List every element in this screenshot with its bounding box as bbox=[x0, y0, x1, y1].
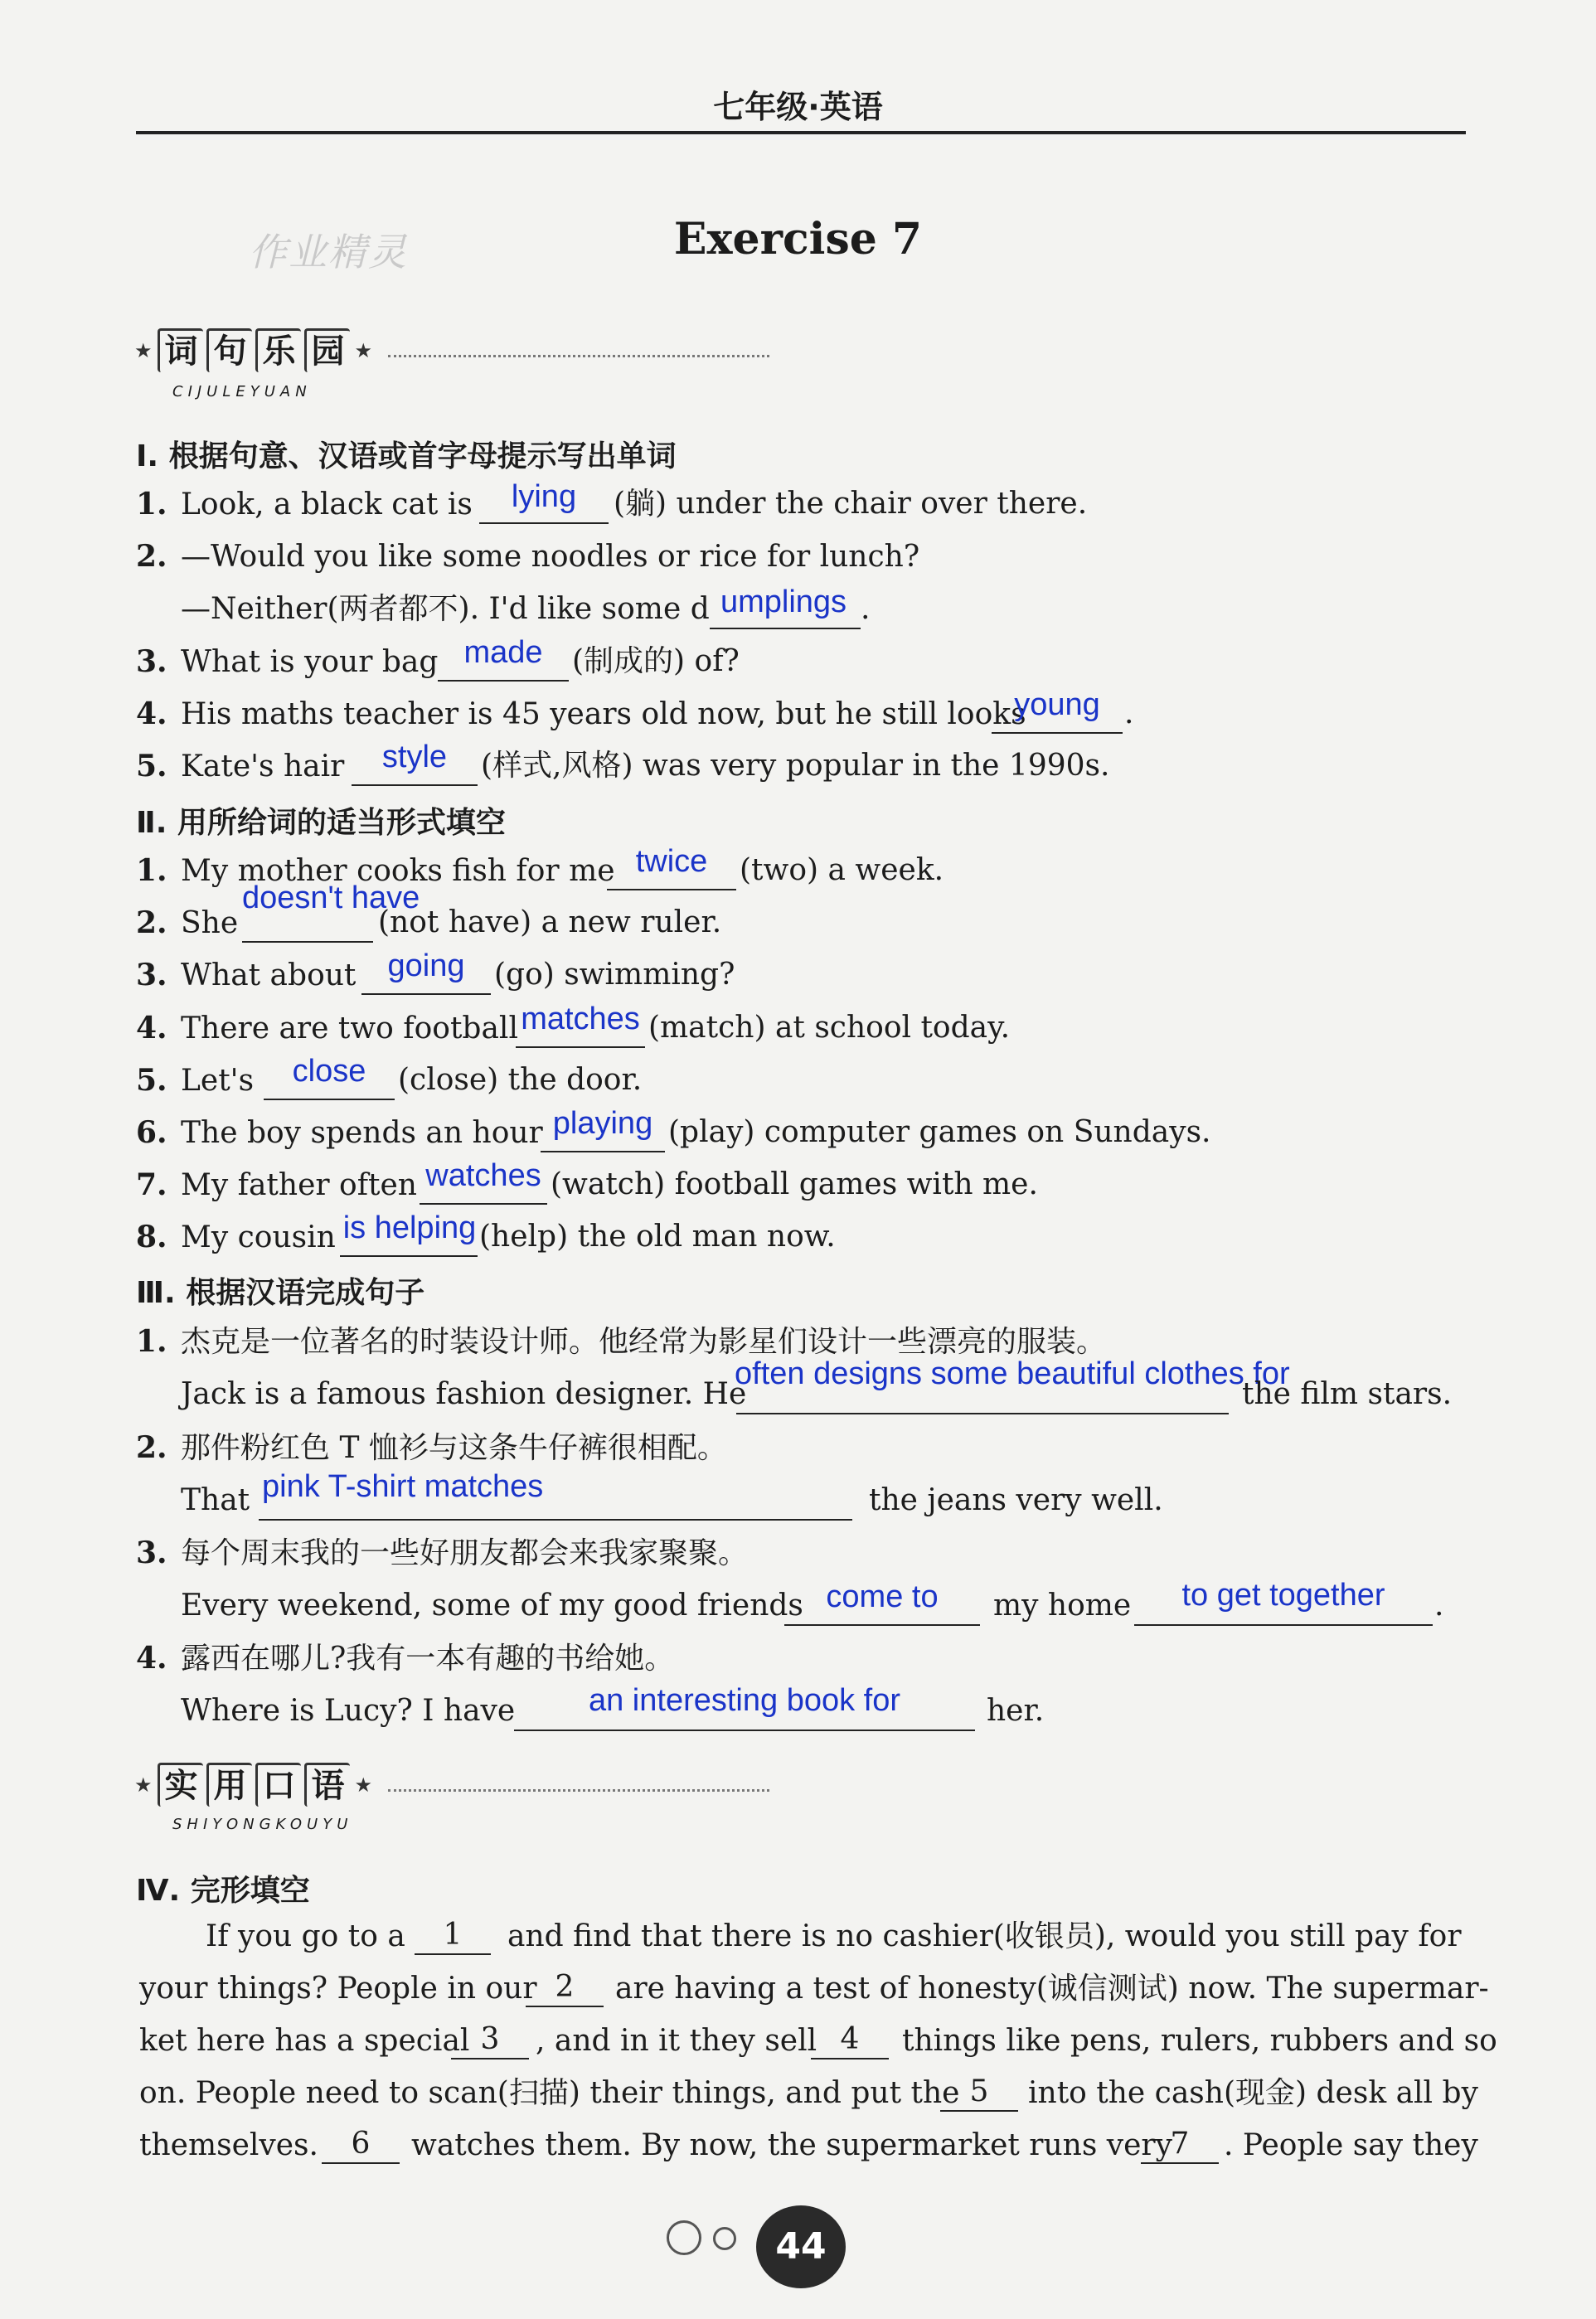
section-2-heading: Ⅱ. 用所给词的适当形式填空 bbox=[136, 806, 506, 840]
answer-blank[interactable] bbox=[607, 889, 736, 890]
exercise-title: Exercise 7 bbox=[673, 214, 923, 264]
question-number: 2. bbox=[136, 539, 167, 574]
badge-char: 口 bbox=[255, 1763, 301, 1807]
cloze-text: , and in it they sell bbox=[536, 2024, 817, 2058]
star-icon: ★ bbox=[354, 1773, 373, 1797]
dotted-divider bbox=[388, 1789, 769, 1792]
handwritten-answer: watches bbox=[425, 1158, 541, 1193]
badge-char: 词 bbox=[158, 328, 203, 372]
s1-q3 bbox=[136, 642, 438, 682]
chinese-prompt: 杰克是一位著名的时装设计师。他经常为影星们设计一些漂亮的服装。 bbox=[181, 1325, 1107, 1359]
handwritten-answer: an interesting book for bbox=[588, 1683, 900, 1718]
page-number: 44 bbox=[756, 2205, 846, 2288]
question-text: What is your bag bbox=[181, 645, 439, 679]
question-number: 1. bbox=[136, 853, 167, 888]
cloze-text: are having a test of honesty(诚信测试) now. The supermar- bbox=[615, 1972, 1489, 2006]
star-icon: ★ bbox=[354, 338, 373, 362]
question-text: My father often bbox=[181, 1168, 417, 1202]
question-text: (not have) a new ruler. bbox=[378, 905, 722, 939]
star-icon: ★ bbox=[134, 338, 153, 362]
cloze-text: on. People need to scan(扫描) their things, and put the bbox=[139, 2076, 960, 2110]
badge-char: 园 bbox=[304, 328, 350, 372]
answer-blank[interactable] bbox=[352, 784, 478, 786]
question-text: —Would you like some noodles or rice for lunch? bbox=[181, 540, 920, 574]
answer-blank[interactable] bbox=[710, 628, 861, 629]
question-text: the film stars. bbox=[1242, 1377, 1453, 1411]
s1-q5 bbox=[136, 746, 344, 787]
question-text: His maths teacher is 45 years old now, but he still looks bbox=[181, 697, 1026, 731]
answer-blank[interactable] bbox=[438, 680, 569, 682]
cloze-text: and find that there is no cashier(收银员), would you still pay for bbox=[507, 1919, 1462, 1953]
question-number: 5. bbox=[136, 749, 167, 784]
answer-blank[interactable] bbox=[516, 1046, 645, 1048]
question-text: There are two football bbox=[181, 1012, 518, 1045]
dotted-divider bbox=[388, 355, 769, 357]
question-text: My mother cooks fish for me bbox=[181, 854, 615, 888]
chinese-prompt: 每个周末我的一些好朋友都会来我家聚聚。 bbox=[181, 1536, 749, 1570]
s1-q4 bbox=[136, 694, 1026, 735]
s2-q3 bbox=[136, 955, 356, 996]
question-number: 7. bbox=[136, 1167, 167, 1202]
question-text: my home bbox=[993, 1589, 1132, 1623]
badge-char: 实 bbox=[158, 1763, 203, 1807]
handwritten-answer: is helping bbox=[342, 1210, 477, 1245]
question-text: Kate's hair bbox=[181, 750, 345, 784]
handwritten-answer: pink T-shirt matches bbox=[262, 1469, 544, 1504]
chinese-prompt: 露西在哪儿?我有一本有趣的书给她。 bbox=[181, 1642, 675, 1676]
answer-blank[interactable] bbox=[479, 522, 609, 524]
s2-q6 bbox=[136, 1113, 543, 1153]
answer-blank[interactable] bbox=[361, 993, 491, 995]
answer-blank[interactable] bbox=[1134, 1624, 1433, 1626]
answer-blank[interactable] bbox=[514, 1730, 975, 1731]
section-3-heading: Ⅲ. 根据汉语完成句子 bbox=[136, 1276, 425, 1310]
question-text: (two) a week. bbox=[740, 853, 944, 887]
cloze-text: . People say they bbox=[1224, 2128, 1478, 2162]
badge-pinyin: SHIYONGKOUYU bbox=[172, 1816, 353, 1833]
answer-blank[interactable] bbox=[736, 1413, 1229, 1414]
answer-blank[interactable] bbox=[340, 1255, 478, 1257]
cloze-text: things like pens, rulers, rubbers and so bbox=[902, 2024, 1497, 2058]
handwritten-answer: doesn't have bbox=[242, 881, 420, 915]
question-number: 2. bbox=[136, 905, 167, 940]
handwritten-answer: often designs some beautiful clothes for bbox=[735, 1356, 1290, 1391]
question-text: What about bbox=[181, 958, 357, 992]
question-number: 1. bbox=[136, 1324, 167, 1359]
header-rule bbox=[136, 131, 1466, 134]
s2-q2 bbox=[136, 903, 238, 944]
chinese-prompt: 那件粉红色 T 恤衫与这条牛仔裤很相配。 bbox=[181, 1431, 727, 1465]
cloze-number: 7 bbox=[1170, 2127, 1190, 2161]
question-text: Jack is a famous fashion designer. He bbox=[181, 1377, 747, 1411]
cloze-text: your things? People in our bbox=[139, 1972, 537, 2006]
answer-blank[interactable] bbox=[259, 1519, 852, 1521]
handwritten-answer: twice bbox=[635, 844, 708, 879]
question-text: (躺) under the chair over there. bbox=[614, 487, 1088, 521]
answer-blank[interactable] bbox=[541, 1151, 665, 1152]
question-number: 3. bbox=[136, 958, 167, 992]
question-text: Let's bbox=[181, 1064, 255, 1098]
badge-char: 句 bbox=[206, 328, 252, 372]
handwritten-answer: umplings bbox=[720, 585, 847, 619]
s2-q4 bbox=[136, 1008, 518, 1049]
answer-blank[interactable] bbox=[420, 1203, 547, 1205]
question-number: 2. bbox=[136, 1430, 167, 1465]
header-title: 七年级·英语 bbox=[713, 89, 883, 125]
section-badge-cijuleyuan bbox=[134, 328, 372, 372]
cloze-text: ket here has a special bbox=[139, 2024, 470, 2058]
cloze-text: themselves. bbox=[139, 2128, 318, 2162]
question-text: She bbox=[181, 906, 239, 940]
question-text: (watch) football games with me. bbox=[551, 1167, 1038, 1201]
question-number: 3. bbox=[136, 1535, 167, 1570]
decorative-circle bbox=[713, 2227, 736, 2250]
question-text: . bbox=[861, 592, 871, 626]
question-text: My cousin bbox=[181, 1220, 336, 1254]
badge-char: 乐 bbox=[255, 328, 301, 372]
cloze-number: 2 bbox=[555, 1970, 575, 2004]
handwritten-answer: to get together bbox=[1181, 1578, 1385, 1613]
handwritten-answer: lying bbox=[511, 479, 577, 514]
cloze-number: 6 bbox=[351, 2127, 371, 2161]
question-number: 4. bbox=[136, 1641, 167, 1676]
handwritten-answer: close bbox=[292, 1054, 366, 1089]
handwritten-answer: come to bbox=[826, 1579, 939, 1614]
s3-q2 bbox=[136, 1428, 727, 1468]
cloze-number: 1 bbox=[443, 1918, 463, 1952]
question-number: 4. bbox=[136, 696, 167, 731]
cloze-text: watches them. By now, the supermarket runs very bbox=[411, 2128, 1172, 2162]
badge-char: 用 bbox=[206, 1763, 252, 1807]
badge-char: 语 bbox=[304, 1763, 350, 1807]
section-badge-shiyongkouyu bbox=[134, 1763, 372, 1807]
question-text: (match) at school today. bbox=[648, 1011, 1011, 1045]
handwritten-answer: matches bbox=[521, 1002, 640, 1036]
question-text: (制成的) of? bbox=[572, 644, 740, 678]
cloze-number: 5 bbox=[969, 2074, 989, 2108]
s3-q4 bbox=[136, 1638, 674, 1679]
question-text: (help) the old man now. bbox=[479, 1220, 836, 1254]
s2-q7 bbox=[136, 1165, 417, 1206]
question-text: (play) computer games on Sundays. bbox=[668, 1115, 1211, 1149]
decorative-circle bbox=[667, 2220, 701, 2255]
handwritten-answer: going bbox=[387, 948, 465, 983]
question-text: her. bbox=[987, 1694, 1045, 1728]
question-text: (样式,风格) was very popular in the 1990s. bbox=[481, 749, 1110, 783]
s1-q1 bbox=[136, 484, 473, 525]
answer-blank[interactable] bbox=[992, 732, 1123, 734]
question-text: That bbox=[181, 1483, 250, 1517]
question-text: Every weekend, some of my good friends bbox=[181, 1589, 803, 1623]
question-text: (close) the door. bbox=[398, 1063, 643, 1097]
question-text: . bbox=[1434, 1589, 1444, 1623]
s1-q2 bbox=[136, 536, 919, 577]
cloze-number: 3 bbox=[480, 2022, 500, 2056]
watermark: 作业精灵 bbox=[249, 230, 408, 274]
section-1-heading: Ⅰ. 根据句意、汉语或首字母提示写出单词 bbox=[136, 439, 677, 473]
handwritten-answer: playing bbox=[552, 1106, 653, 1141]
star-icon: ★ bbox=[134, 1773, 153, 1797]
s3-q3 bbox=[136, 1533, 748, 1574]
handwritten-answer: style bbox=[381, 740, 448, 774]
section-4-heading: Ⅳ. 完形填空 bbox=[136, 1874, 310, 1908]
answer-blank[interactable] bbox=[242, 941, 373, 943]
question-text: (go) swimming? bbox=[494, 958, 735, 992]
question-number: 5. bbox=[136, 1063, 167, 1098]
question-number: 4. bbox=[136, 1011, 167, 1045]
cloze-number: 4 bbox=[840, 2022, 860, 2056]
question-text: . bbox=[1124, 696, 1134, 730]
s2-q8 bbox=[136, 1217, 336, 1258]
s2-q5 bbox=[136, 1060, 254, 1101]
question-number: 8. bbox=[136, 1220, 167, 1254]
handwritten-answer: made bbox=[463, 635, 543, 670]
cloze-text: into the cash(现金) desk all by bbox=[1028, 2076, 1478, 2110]
question-text: —Neither(两者都不). I'd like some d bbox=[181, 592, 710, 626]
question-text: the jeans very well. bbox=[869, 1483, 1163, 1517]
badge-pinyin: CIJULEYUAN bbox=[172, 383, 312, 400]
question-number: 6. bbox=[136, 1115, 167, 1150]
question-text: Look, a black cat is bbox=[181, 488, 473, 522]
handwritten-answer: young bbox=[1014, 687, 1100, 722]
answer-blank[interactable] bbox=[784, 1624, 980, 1626]
cloze-text: If you go to a bbox=[206, 1919, 405, 1953]
question-text: Where is Lucy? I have bbox=[181, 1694, 516, 1728]
question-number: 3. bbox=[136, 644, 167, 679]
question-text: The boy spends an hour bbox=[181, 1116, 543, 1150]
question-number: 1. bbox=[136, 487, 167, 522]
answer-blank[interactable] bbox=[264, 1099, 395, 1100]
